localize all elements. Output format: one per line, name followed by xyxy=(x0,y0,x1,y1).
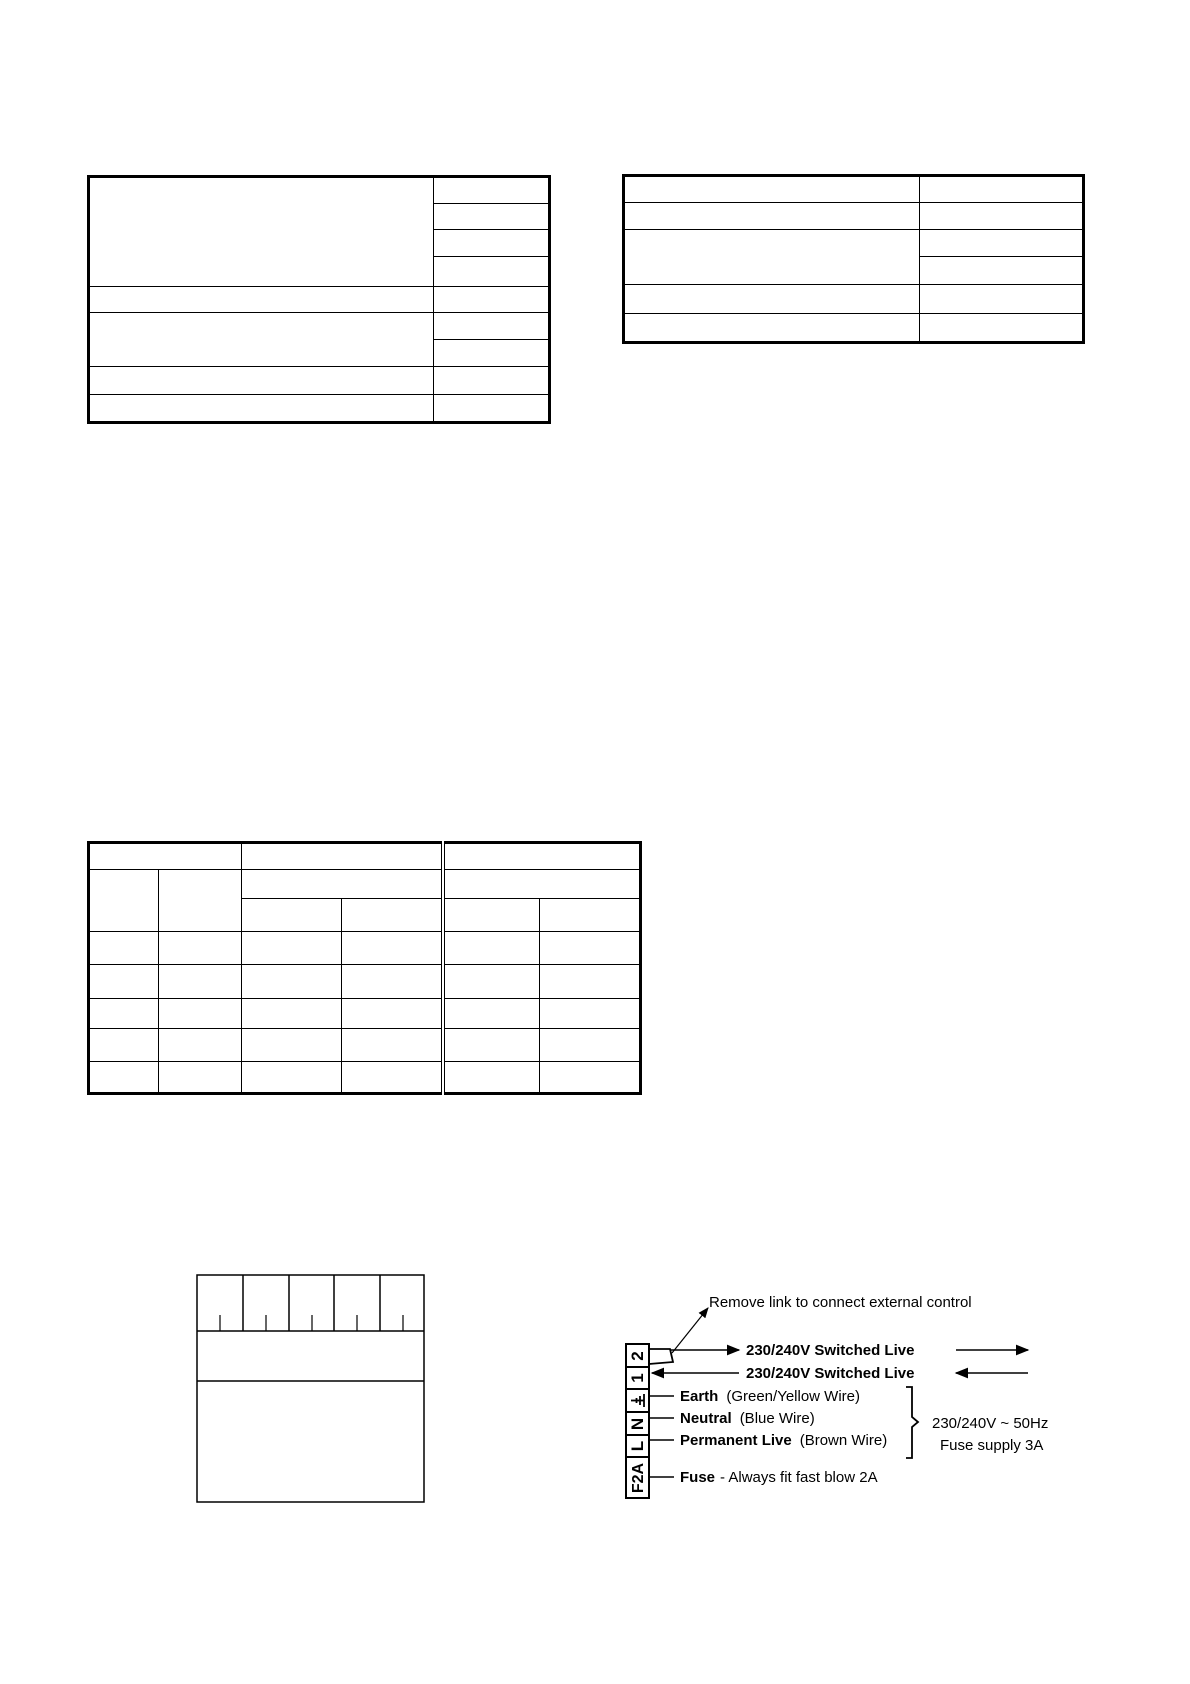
table-cell xyxy=(624,176,920,203)
table-cell xyxy=(89,1061,159,1093)
table-cell xyxy=(242,899,342,932)
svg-text:Fuse- Always fit fast blow 2A xyxy=(680,1469,878,1486)
table-cell xyxy=(159,932,242,965)
switched-live-in-label: 230/240V Switched Live xyxy=(746,1365,915,1382)
terminal-label-2: 2 xyxy=(628,1351,647,1361)
supply-fuse-rating: Fuse supply 3A xyxy=(940,1437,1044,1454)
table-cell xyxy=(434,367,550,395)
table-cell xyxy=(434,313,550,340)
table-cell xyxy=(540,1028,641,1061)
table-cell xyxy=(159,965,242,998)
earth-wire-detail: (Green/Yellow Wire) xyxy=(726,1388,860,1405)
terminal-label-1: 1 xyxy=(628,1373,647,1383)
table-cell xyxy=(920,176,1084,203)
scale-diagram xyxy=(195,1273,427,1505)
table-cell xyxy=(434,177,550,204)
table-cell xyxy=(434,230,550,257)
link-note-pointer xyxy=(672,1308,708,1353)
table-cell xyxy=(920,230,1084,257)
neutral-label: Neutral xyxy=(680,1410,732,1427)
table-cell xyxy=(540,932,641,965)
permanent-live-wire-detail: (Brown Wire) xyxy=(799,1432,888,1449)
table-cell xyxy=(434,340,550,367)
svg-text:Earth(Green/Yellow Wire) xyxy=(680,1388,860,1405)
table-cell xyxy=(89,932,159,965)
table-cell xyxy=(89,998,159,1028)
table-cell xyxy=(159,1061,242,1093)
table-cell xyxy=(89,313,434,367)
terminal-link xyxy=(649,1349,673,1364)
spec-table-right xyxy=(622,174,1085,344)
table-cell xyxy=(434,287,550,313)
table-cell xyxy=(920,314,1084,343)
table-cell xyxy=(443,1061,540,1093)
table-cell xyxy=(242,1028,342,1061)
spec-table-left xyxy=(87,175,551,424)
table-cell xyxy=(540,965,641,998)
table-cell xyxy=(242,870,444,899)
table-cell xyxy=(89,965,159,998)
table-cell xyxy=(540,1061,641,1093)
supply-voltage: 230/240V ~ 50Hz xyxy=(932,1415,1049,1432)
table-cell xyxy=(920,285,1084,314)
supply-bracket xyxy=(906,1387,918,1458)
permanent-live-label: Permanent Live xyxy=(680,1432,792,1449)
table-cell xyxy=(920,203,1084,230)
table-cell xyxy=(443,998,540,1028)
link-note: Remove link to connect external control xyxy=(709,1294,972,1311)
table-cell xyxy=(443,899,540,932)
table-cell xyxy=(89,287,434,313)
table-cell xyxy=(434,257,550,287)
table-cell xyxy=(342,998,444,1028)
earth-terminal-icon xyxy=(631,1394,644,1407)
table-cell xyxy=(443,965,540,998)
table-cell xyxy=(624,314,920,343)
fuse-detail: - Always fit fast blow 2A xyxy=(720,1469,878,1486)
table-cell xyxy=(624,285,920,314)
data-table xyxy=(87,841,642,1095)
table-cell xyxy=(89,870,159,932)
table-cell xyxy=(342,899,444,932)
svg-text:Permanent Live(Brown Wire) xyxy=(680,1432,887,1449)
table-cell xyxy=(89,177,434,287)
table-cell xyxy=(159,998,242,1028)
table-cell xyxy=(242,932,342,965)
table-cell xyxy=(242,965,342,998)
table-cell xyxy=(443,870,641,899)
table-cell xyxy=(89,395,434,423)
terminal-label-l: L xyxy=(628,1440,647,1452)
table-cell xyxy=(89,367,434,395)
table-cell xyxy=(443,1028,540,1061)
table-cell xyxy=(242,998,342,1028)
table-cell xyxy=(89,1028,159,1061)
terminal-label-n: N xyxy=(628,1417,647,1431)
neutral-wire-detail: (Blue Wire) xyxy=(739,1410,815,1427)
table-cell xyxy=(624,230,920,285)
fuse-label: Fuse xyxy=(680,1469,716,1486)
switched-live-out-label: 230/240V Switched Live xyxy=(746,1342,915,1359)
table-cell xyxy=(443,843,641,870)
earth-label: Earth xyxy=(680,1388,719,1405)
table-cell xyxy=(920,257,1084,285)
wiring-diagram xyxy=(600,1285,1080,1505)
table-cell xyxy=(443,932,540,965)
table-cell xyxy=(434,395,550,423)
table-cell xyxy=(342,965,444,998)
table-cell xyxy=(434,204,550,230)
table-cell xyxy=(342,932,444,965)
table-cell xyxy=(159,1028,242,1061)
table-cell xyxy=(242,843,444,870)
terminal-label-fuse: F2A xyxy=(630,1462,647,1494)
table-cell xyxy=(342,1028,444,1061)
table-cell xyxy=(540,998,641,1028)
table-cell xyxy=(159,870,242,932)
svg-text:Neutral(Blue Wire) xyxy=(680,1410,815,1427)
table-cell xyxy=(342,1061,444,1093)
table-cell xyxy=(89,843,242,870)
table-cell xyxy=(624,203,920,230)
table-cell xyxy=(242,1061,342,1093)
table-cell xyxy=(540,899,641,932)
